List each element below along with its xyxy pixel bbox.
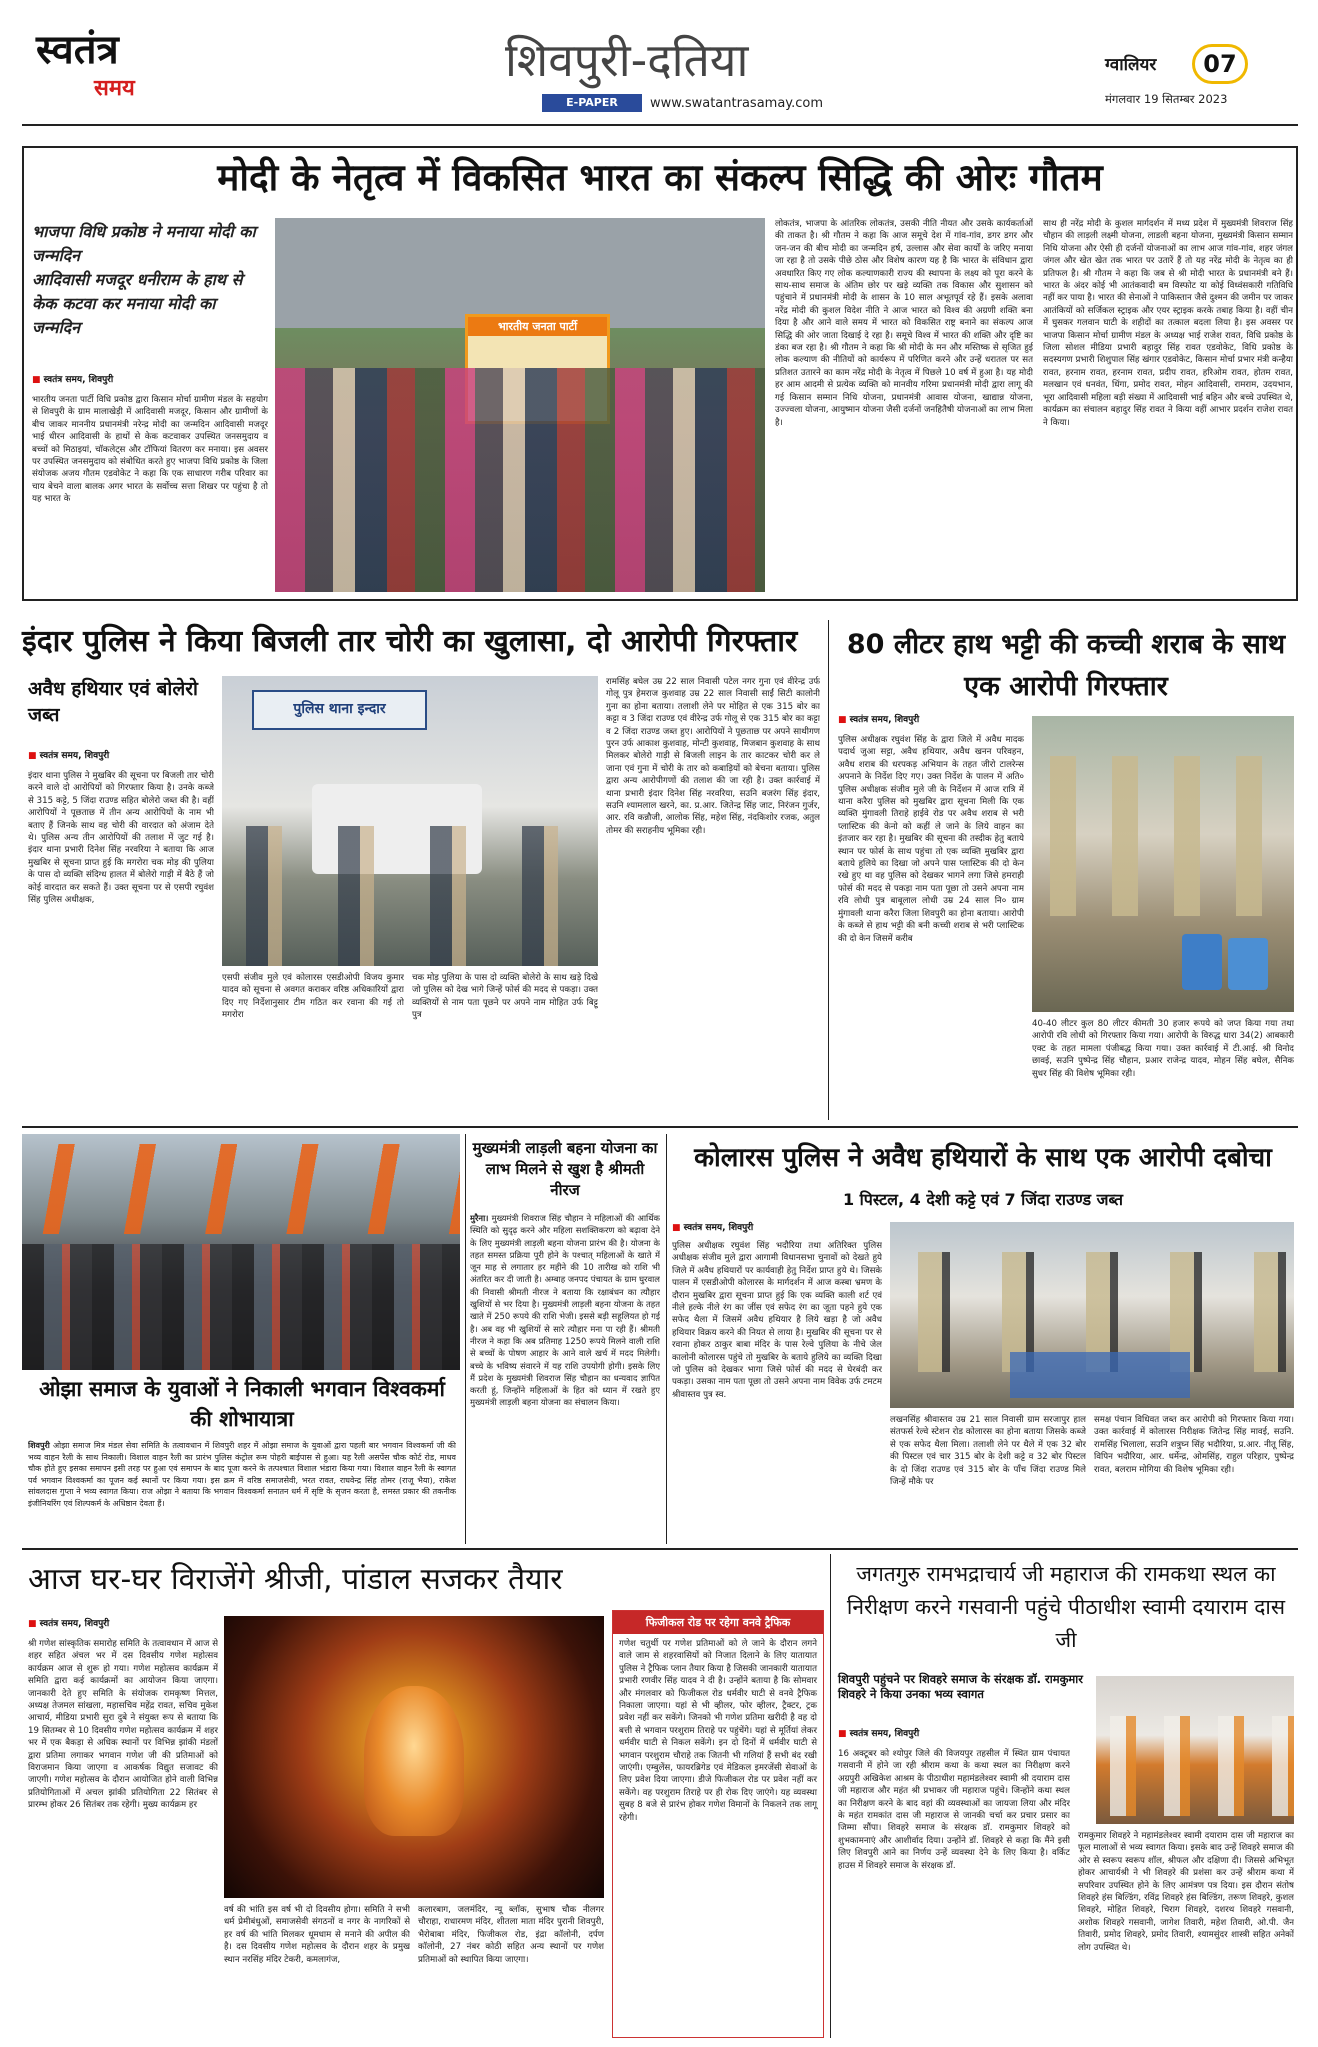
- divider-v2: [465, 1134, 466, 1544]
- page-number: [1192, 44, 1248, 84]
- story6-col3: समक्ष पंचान विधिवत जब्त कर आरोपी को गिरफ्तार किया गया। उक्त कार्रवाई में कोलारस निरीक्षक जितेन्द्र सिंह मावई, सउनि. रामसिंह भिलाला, सउनि शत्रुघ्न सिंह भदौरिया, प्र.आर. नीतू सिंह, विपिन भदौरिया, आर. धर्मेन्द्र, ओमसिंह, राहुल परिहार, पुष्पेन्द्र रावत, बलराम मोगिया की विशेष भूमिका रही।: [1094, 1415, 1294, 1475]
- logo-line1: स्वतंत्र: [36, 26, 119, 73]
- story8-headline: जगतगुरु रामभद्राचार्य जी महाराज की रामकथा स्थल का निरीक्षण करने गसवानी पहुंचे पीठाधीश स्वामी दयाराम दास जी: [846, 1562, 1286, 1652]
- lead-col1: भारतीय जनता पार्टी विधि प्रकोष्ठ द्वारा किसान मोर्चा ग्रामीण मंडल के सहयोग से शिवपुरी के ग्राम मालाखेड़ी में आदिवासी मजदूर, किसान और ग्रामीणों के बीच जाकर माननीय प्रधानमंत्री नरेन्द्र मोदी का जन्मदिन आदिवासी मजदूर भाई धीरन आदिवासी के हाथों से केक कटवाकर उपस्थित जनसमुदाय व बच्चों को मिठाइयां, चॉकलेट्स और टॉफियां वितरण कर मनाया। इस अवसर पर उपस्थित जनसमुदाय को संबोधित करते हुए भाजपा विधि प्रकोष्ठ के जिला संयोजक अजय गौतम एडवोकेट ने कहा कि एक साधारण गरीब परिवार का चाय बेचने वाला बालक अगर भारत के सर्वोच्च सत्ता शिखर पर पहुंचा है तो यह भारत के: [32, 395, 268, 505]
- story7-byline: ■ स्वतंत्र समय, शिवपुरी: [28, 1616, 109, 1629]
- story7-photo-idol: [364, 1686, 464, 1836]
- story4-photo-riders: [22, 1244, 460, 1370]
- epaper-label: E-PAPER: [566, 96, 618, 109]
- story8-photo-people: [1096, 1716, 1294, 1816]
- lead-col2: लोकतंत्र, भाजपा के आंतरिक लोकतंत्र, उसकी नीति नीयत और उसके कार्यकर्ताओं की ताकत है। श्री गौतम ने कहा कि आज समूचे देश में गांव-गांव, डगर डगर और जन-जन की बीच मोदी का जन्मदिन हर्ष, उल्लास और सेवा कार्यों के जरिए मनाया जा रहा है तो उसके पीछे ठोस और विशेष कारण यह है कि भारत के संविधान द्वारा अवधारित किए गए लोक कल्याणकारी राज्य की स्थापना के लक्ष्य को पूरा करने के साथ-साथ समाज के अंतिम छोर पर खड़े व्यक्ति तक विकास और सुशासन को पहुंचाने में प्रधानमंत्री मोदी के शासन के 10 साल अभूतपूर्व रहे हैं। इसके अलावा नरेंद्र मोदी की कुशल विदेश नीति ने आज भारत को विश्व की अग्रणी शक्ति बना दिया है और आने वाले समय में भारत को विकसित राष्ट्र बनाने का संकल्प आज सिद्धि की ओर जाता दिखाई दे रहा है। समूचे विश्व में भारत की शक्ति और दृष्टि का डंका बज रहा है। श्री गौतम ने कहा कि श्री मोदी के मन और मस्तिष्क से सृजित हुई लोक कल्याण की नीतियों को कार्यरूप में परिणित करने और उन्हें धरातल पर सत प्रतिशत उतारने का काम नरेंद्र मोदी के नेतृत्व में पिछले 10 वर्ष में हुआ है। यह मोदी हर आम आदमी से प्रत्येक व्यक्ति को मानवीय गरिमा प्रधानमंत्री मोदी द्वारा लागू की गई किसान सम्मान निधि योजना, प्रधानमंत्री आवास योजना, खाद्यान्न योजना, उज्ज्वला योजना, आयुष्मान योजना जैसी दर्जनों जनहितैषी योजनाओं का लाभ मिला है।: [775, 219, 1033, 428]
- story2-photo-people: [222, 826, 598, 966]
- story6-col1: पुलिस अधीक्षक रघुवंश सिंह भदौरिया तथा अतिरिक्त पुलिस अधीक्षक संजीव मुले द्वारा आगामी विधानसभा चुनावों को देखते हुये जिले में अवैध हथियारों पर कार्यवाही हेतु निर्देश प्राप्त हुये थे। जिसके पालन में एसडीओपी कोलारस के मार्गदर्शन में आज कस्बा भ्रमण के दौरान मुखबिर द्वारा सूचना प्राप्त हुई कि एक व्यक्ति काली शर्ट एवं नीले हल्के नीले रंग का जींस एवं सफेद रंग का जूता पहने हुये एक सफेद थैला में जिसमें अवैध हथियार है लिये खड़ा है जो अवैध हथियार विक्रय करने की नियत से लाया है। मुखबिर की सूचना पर से रवाना होकर ठाकुर बाबा मंदिर के पास रेल्वे पुलिया के नीचे जेल कालोनी कोलारस पहुंचे तो मुखबिर के बताये हुलिये का व्यक्ति दिखा जो पुलिस को देखकर भागा जिसे फोर्स की मदद से घेरबंदी कर पकड़ा। उसका नाम पता पूछा तो उसने अपना नाम विवेक उर्फ टमटम श्रीवास्तव पुत्र स्व.: [672, 1241, 882, 1400]
- story7-col2: वर्ष की भांति इस वर्ष भी दो दिवसीय होगा। समिति ने सभी धर्म प्रेमीबंधुओं, समाजसेवी संगठनों व नगर के नागरिकों से हर वर्ष की भांति मिलकर धूमधाम से मनाने की अपील की है। दस दिवसीय गणेश महोत्सव के दौरान शहर के प्रमुख स्थान नरसिंह मंदिर टेकरी, कमलागंज,: [224, 1905, 410, 1965]
- lead-col3: साथ ही नरेंद्र मोदी के कुशल मार्गदर्शन में मध्य प्रदेश में मुख्यमंत्री शिवराज सिंह चौहान की लाड़ली लक्ष्मी योजना, लाडली बहना योजना, मुख्यमंत्री किसान सम्मान निधि योजना और ऐसी ही दर्जनों योजनाओं का लाभ आज गांव-गांव, शहर जंगल जंगल और खेत खेत तक भारत पर उतारें हैं तो यह नरेंद्र मोदी के नेतृत्व का ही प्रतिफल है। श्री गौतम ने कहा कि जब से श्री मोदी भारत के प्रधानमंत्री बने हैं। भारत के अंदर कोई भी आतंकवादी बम विस्फोट या कोई विध्वंसकारी गतिविधि नहीं कर पाया है। भारत की सेनाओं ने पाकिस्तान जैसे दुश्मन की जमीन पर जाकर आतंकियों को सर्जिकल स्ट्राइक और एयर स्ट्राइक करके तबाह किया है। वहीं चीन में घुसकर गलवान घाटी के शहीदों का तत्काल बदला लिया है। इस अवसर पर भाजपा किसान मोर्चा ग्रामीण मंडल के अध्यक्ष भाई राजेश रावत, विधि प्रकोष्ठ के जिला सोशल मीडिया प्रभारी बहादुर सिंह रावत एडवोकेट, विधि प्रकोष्ठ के सदस्यगण प्रभारी शिशुपाल सिंह खंगार एडवोकेट, किसान मोर्चा प्रभार मंत्री कन्हैया रावत, हरनाम रावत, हरनाम रावत, प्रदीप रावत, हरिओम रावत, होतम रावत, मलखान एवं धनवंत, धिंगा, प्रमोद रावत, मोहन आदिवासी, रामराम, उदयभान, भूरा आदिवासी महिला बड़ी संख्या में आदिवासी भाई बहिन और बच्चे उपस्थित थे, कार्यक्रम का संचालन बहादुर सिंह रावत ने किया वहीं आभार प्रदर्शन राजेश रावत ने किया।: [1043, 219, 1293, 428]
- story3-photo-can-1: [1182, 934, 1222, 990]
- lead-headline: मोदी के नेतृत्व में विकसित भारत का संकल्प सिद्धि की ओरः गौतम: [217, 156, 1103, 199]
- lead-photo-hut: [275, 218, 765, 328]
- story7-col3: कलारबाग, जलमंदिर, न्यू ब्लॉक, सुभाष चौक नीलगर चौराहा, राधारमण मंदिर, शीतला माता मंदिर पुरानी शिवपुरी, भैरोबाबा मंदिर, फिजीकल रोड, इंद्रा कॉलोनी, दर्पण कॉलोनी, 27 नंबर कोठी सहित अन्य स्थानों पर गणेश प्रतिमाओं को स्थापित किया जाएगा।: [418, 1905, 604, 1965]
- page-number-value: 07: [1203, 50, 1237, 78]
- story8-byline: ■ स्वतंत्र समय, शिवपुरी: [838, 1726, 919, 1739]
- edition-title: शिवपुरी-दतिया: [505, 33, 749, 87]
- story4-photo: [22, 1134, 460, 1370]
- lead-subhead: भाजपा विधि प्रकोष्ठ ने मनाया मोदी का जन्मदिन आदिवासी मजदूर धनीराम के हाथ से केक कटवा कर मनाया मोदी का जन्मदिन: [32, 222, 256, 337]
- city-label: ग्वालियर: [1105, 55, 1157, 75]
- story2-station-sign: [252, 690, 427, 730]
- story2-caption2: चक मोड़ पुलिया के पास दो व्यक्ति बोलेरो के साथ खड़े दिखे जो पुलिस को देख भागे जिन्हें फोर्स की मदद से पकड़ा। उक्त व्यक्तियों से नाम पता पूछने पर अपने नाम मोहित उर्फ बिट्टू पुत्र: [412, 973, 598, 1021]
- story7-traffic-title: फिजीकल रोड पर रहेगा वनवे ट्रैफिक: [613, 1611, 823, 1634]
- story7-traffic-text: गणेश चतुर्थी पर गणेश प्रतिमाओं को ले जाने के दौरान लगने वाले जाम से शहरवासियों को निजात दिलाने के लिए यातायात पुलिस ने ट्रैफिक प्लान तैयार किया है जिसकी जानकारी यातायात प्रभारी रणवीर सिंह यादव ने दी है। उन्होंने बताया है कि सोमवार और मंगलवार को फिजीकल रोड धर्मवीर घाटी से वनवे ट्रैफिक निकाला जाएगा। यहां से भी व्हीलर, फोर व्हीलर, ट्रैक्टर, ट्रक प्रवेश नहीं कर सकेंगे। जिनको भी गणेश प्रतिमा खरीदी है वह दो बत्ती से भगवान परशुराम तिराहे पर पहुंचेंगे। यहां से मूर्तियां लेकर धर्मवीर घाटी से निकल सकेंगे। इन दो दिनों में धर्मवीर घाटी से भगवान परशुराम चौराहे तक जितनी भी गलियां हैं सभी बंद रखी जाएंगी। एम्बुलेंस, फायरब्रिगेड एवं मेडिकल इमरजेंसी सेवाओं के लिए प्रवेश दिया जाएगा। डीजे फिजीकल रोड पर प्रवेश नहीं कर सकेंगे। वह परशुराम तिराहे पर ही रोक दिए जाएंगे। यह व्यवस्था सुबह 8 बजे से प्रारंभ होकर गणेश विमानों के निकलने तक लागू रहेगी।: [619, 1639, 817, 1823]
- masthead: [0, 0, 1318, 122]
- story2-photo: [222, 676, 598, 966]
- story6-headline: कोलारस पुलिस ने अवैध हथियारों के साथ एक आरोपी दबोचा: [694, 1143, 1272, 1173]
- story7-photo: [224, 1616, 604, 1898]
- epaper-badge: [542, 94, 642, 112]
- story6-subhead: 1 पिस्टल, 4 देशी कट्टे एवं 7 जिंदा राउण्ड जब्त: [842, 1190, 1124, 1209]
- story4-dateline: शिवपुरी: [28, 1441, 50, 1450]
- story6-photo-table: [1010, 1352, 1190, 1398]
- story3-col2: 40-40 लीटर कुल 80 लीटर कीमती 30 हजार रूपये को जप्त किया गया तथा आरोपी रवि लोधी को गिरफ्तार किया गया। आरोपी के विरुद्ध धारा 34(2) आबकारी एक्ट के तहत मामला पंजीबद्ध किया गया। उक्त कार्रवाई में टी.आई. श्री विनोद छावई, सउनि पुष्पेन्द्र सिंह चौहान, प्रआर राजेन्द्र यादव, मोहन सिंह बघेल, सैनिक सुधर सिंह की विशेष भूमिका रही।: [1032, 1019, 1294, 1079]
- story3-photo-officers: [1032, 756, 1294, 916]
- story3-col1: पुलिस अधीक्षक रघुवंश सिंह के द्वारा जिले में अवैध मादक पदार्थ जुआ सट्टा, अवैध हथियार, अवैध खनन परिवहन, अवैध शराब की धरपकड़ अभियान के तहत जीरो टालरेन्स अपनाने के निर्देश दिए गए। उक्त निर्देश के पालन में अति० पुलिस अधीक्षक संजीव मुले जी के निर्देशन में आज रात्रि में थाना करैरा पुलिस को मुखबिर द्वारा सूचना मिली कि एक व्यक्ति मुंगावली तिराहे हाईवे रोड पर अवैध शराब से भरी प्लास्टिक की केनो को कहीं ले जाने के लिये वाहन का इंतजार कर रहा है। मुखबिर की सूचना की तस्दीक हेतु बताये स्थान पर फोर्स के साथ पहुंचा तो एक व्यक्ति मुखबिर द्वारा बताये हुलिये का दिखा जो अपने पास प्लास्टिक की दो केन रखे हुए था वह पुलिस को देखकर भागने लगा जिसे हमराही फोर्स की मदद से पकड़ा नाम पता पूछा तो उसने अपना नाम रवि लोधी पुत्र बाबूलाल लोधी उम्र 24 साल नि० ग्राम मुंगावली थाना करैरा जिला शिवपुरी का होना बताया। आरोपी के कब्जे से हाथ भट्टी की बनी कच्ची शराब से भरी प्लास्टिक की दो केन जिसमें करीब: [838, 735, 1024, 944]
- masthead-rule: [22, 124, 1298, 126]
- lead-photo: [275, 218, 765, 592]
- story2-caption: एसपी संजीव मुले एवं कोलारस एसडीओपी विजय कुमार यादव को सूचना से अवगत कराकर वरिष्ठ अधिकारियों द्वारा दिए गए निर्देशानुसार टीम गठित कर रवाना की गई तो मगरोरा: [222, 973, 404, 1021]
- story2-station-sign-text: पुलिस थाना इन्दार: [293, 701, 386, 717]
- divider-v3: [666, 1134, 667, 1544]
- lead-photo-banner-text: भारतीय जनता पार्टी: [468, 317, 607, 336]
- lead-photo-crowd: [275, 368, 765, 592]
- story7-traffic-box: [612, 1610, 824, 2038]
- story8-subhead: शिवपुरी पहुंचने पर शिवहरे समाज के संरक्षक डॉ. रामकुमार शिवहरे ने किया उनका भव्य स्वागत: [838, 1672, 1083, 1701]
- story4-headline: ओझा समाज के युवाओं ने निकाली भगवान विश्वकर्मा की शोभायात्रा: [39, 1377, 445, 1431]
- story4-body: ओझा समाज मित्र मंडल सेवा समिति के तत्वावधान में शिवपुरी शहर में ओझा समाज के युवाओं द्वारा पहली बार भगवान विश्वकर्मा जी की भव्य वाहन रैली के साथ निकाली। विशाल वाहन रैली का प्रारंभ पुलिस कंट्रोल रूम पोहरी बाईपास से हुआ। यह रैली असपेंस चौक कोर्ट रोड, माधव चौक होते हुए इसका समापन इसी तरह पर हुआ एवं समापन के बाद पूजा करने के तत्पश्चात विशाल भंडारा किया गया। विशाल वाहन रैली के स्वागत पर्व भगवान विश्वकर्मा का पूजन कई स्थानों पर किया गया। इस क्रम में वरिष्ठ समाजसेवी, भरत रावत, राघवेन्द्र सिंह तोमर (राजू भैया), राकेश सांवलदास गुप्ता ने भव्य स्वागत किया। राज ओझा ने बताया कि भगवान विश्वकर्मा सनातन धर्म में सृष्टि के सृजन करता है, समस्त प्रकार की तकनीक इंजीनियरिंग एवं शिल्पकर्म के अधिष्ठान देवता हैं।: [28, 1441, 456, 1508]
- story5-headline: मुख्यमंत्री लाड़ली बहना योजना का लाभ मिलने से खुश है श्रीमती नीरज: [472, 1139, 658, 1199]
- story5-body: मुख्यमंत्री शिवराज सिंह चौहान ने महिलाओं की आर्थिक स्थिति को सुदृढ़ करने और महिला सशक्तिकरण को बढ़ावा देने के लिए मुख्यमंत्री लाड़ली बहना योजना प्रारंभ की है। योजना के तहत समस्त प्रक्रिया पूरी होने के पश्चात् महिलाओं के खाते में जून माह से लगातार हर महीने की 10 तारीख को राशि भी अंतरित कर दी जाती है। अम्बाह जनपद पंचायत के ग्राम घुरवाल की निवासी श्रीमती नीरज ने बताया कि रक्षाबंधन का त्यौहार खुशियों से भर दिया है। मुख्यमंत्री लाड़ली बहना योजना के तहत खाते में 250 रूपये की राशि भेजी। इससे बड़ी सहूलियत हो गई है। अब वह भी खुशियों से सारे त्यौहार मना पा रही हैं। श्रीमती नीरज ने कहा कि अब प्रतिमाह 1250 रूपये मिलने वाली राशि से बच्चों के पोषण आहार के आने वाले खर्च में मदद मिलेगी। बच्चे के भविष्य संवारने में यह राशि उपयोगी होगी। इसके लिए मैं प्रदेश के मुख्यमंत्री शिवराज सिंह चौहान का धन्यवाद ज्ञापित करती हूं, जिन्होंने महिलाओं के हित को ध्यान में रखते हुए मुख्यमंत्री लाड़ली बहना योजना का संचालन किया।: [470, 1213, 660, 1408]
- story3-photo: [1032, 716, 1294, 1012]
- logo: [36, 26, 186, 101]
- story5-body-wrap: [470, 1212, 660, 1542]
- story2-col2: रामसिंह बघेल उम्र 22 साल निवासी पटेल नगर गुना एवं वीरेन्द्र उर्फ गोलू पुत्र हेमराज कुशवाह उम्र 22 साल निवासी साईं सिटी कालोनी गुना का होना बताया। तलाशी लेने पर मोहित से एक 315 बोर का कट्टा व 3 जिंदा राउण्ड एवं वीरेन्द्र उर्फ गोलू से एक 315 बोर का कट्टा व 2 जिंदा राउण्ड जब्त हुए। आरोपियों ने पूछताछ पर अपने साथीगण पुरन उर्फ आकाश कुशवाह, मोन्टी कुशवाह, मिजबान कुशवाह के साथ मिलकर बोलेरो गाड़ी से बिजली लाइन के तार काटकर चोरी कर ले जाना एवं गुना में चोरी के तार को कबाड़ियों को बेचना बताया। पुलिस द्वारा अन्य आरोपीगणों की तलाश की जा रही है। उक्त कार्रवाई में थाना प्रभारी इंदार दिनेश सिंह नरवरिया, सउनि बजरंग सिंह इंदार, सउनि श्यामलाल खरने, का. प्र.आर. जितेन्द्र सिंह जाट, निरंजन गुर्जर, आर. रवि कन्नौजी, आलोक सिंह, महेश सिंह, नंदकिशोर रजक, अतुल तोमर की सराहनीय भूमिका रही।: [606, 677, 820, 836]
- story6-byline: ■ स्वतंत्र समय, शिवपुरी: [672, 1220, 753, 1233]
- lead-byline: ■ स्वतंत्र समय, शिवपुरी: [32, 372, 113, 385]
- story6-col2: लखनसिंह श्रीवास्तव उम्र 21 साल निवासी ग्राम सरजापुर हाल संतफर्स रेल्वे स्टेशन रोड कोलारस का होना बताया जिसके कब्जे से एक सफेद थैला मिला। तलाशी लेने पर थैले में एक 32 बोर की पिस्टल एवं चार 315 बोर के देशी कट्टे व 32 बोर पिस्टल के दो जिंदा राउण्ड एवं 315 बोर के पाँच जिंदा राउण्ड मिले जिन्हें मौके पर: [890, 1415, 1086, 1488]
- story2-headline: इंदार पुलिस ने किया बिजली तार चोरी का खुलासा, दो आरोपी गिरफ्तार: [22, 624, 798, 659]
- story2-byline: ■ स्वतंत्र समय, शिवपुरी: [28, 748, 109, 761]
- story4-body-wrap: [28, 1440, 456, 1542]
- story3-headline: 80 लीटर हाथ भट्टी की कच्ची शराब के साथ एक आरोपी गिरफ्तार: [846, 629, 1286, 702]
- story2-subhead: अवैध हथियार एवं बोलेरो जब्त: [28, 678, 198, 726]
- website-link[interactable]: www.swatantrasamay.com: [650, 96, 824, 111]
- divider-v4: [830, 1554, 831, 2038]
- story5-dateline: मुरैना।: [470, 1213, 489, 1223]
- story8-col1: 16 अक्टूबर को श्योपुर जिले की विजयपुर तहसील में स्थित ग्राम पंचायत गसवानी में होने जा रही श्रीराम कथा के कथा स्थल का निरीक्षण करने अग्रपुरी अखिकेश आश्रम के पीठाधीश महामंडलेश्वर स्वामी श्री दयाराम दास जी महाराज और महंत श्री प्रभाकर जी महाराज पहुंचे। जिन्होंने कथा स्थल का निरीक्षण करने के बाद वहां की व्यवस्थाओं का जायजा लिया और मंदिर के महंत रामकांत दास जी महाराज से जानकी चर्चा कर प्रचार प्रसार का जिम्मा सौंपा। शिवहरे समाज के संरक्षक डॉ. रामकुमार शिवहरे को शुभकामनाएं और आशीर्वाद दिया। उन्होंने डॉ. शिवहरे से कहा कि मैंने इसी लिए शिवपुरी आने का निर्णय उन्हें व्यवस्था देने के लिए किया है। वर्किट हाउस में शिवहरे समाज के संरक्षक डॉ.: [838, 1749, 1070, 1871]
- story3-byline: ■ स्वतंत्र समय, शिवपुरी: [838, 712, 919, 725]
- story8-col2: रामकुमार शिवहरे ने महामंडलेश्वर स्वामी दयाराम दास जी महाराज का फूल मालाओं से भव्य स्वागत किया। इसके बाद उन्हें शिवहरे समाज की ओर से स्वरूप स्वरूप शॉल, श्रीफल और दक्षिणा दी। जिससे अभिभूत होकर आचार्यश्री ने भी शिवहरे की प्रशंसा कर उन्हें श्रीराम कथा में सपरिवार उपस्थित होने के लिए आमंत्रण पत्र दिया। इस दौरान संतोष शिवहरे हंस बिल्डिंग, रविंद्र शिवहरे हंस बिल्डिंग, तरूण शिवहरे, कुशल शिवहरे, मोहित शिवहरे, चिराग शिवहरे, दशरथ शिवहरे गसवानी, अशोक शिवहरे गसवानी, जागेश तिवारी, महेश तिवारी, ओ.पी. जैन तिवारी, प्रमोद शिवहरे, प्रमोद तिवारी, श्यामसुंदर शास्त्री सहित अनेकों लोग उपस्थित थे।: [1078, 1831, 1294, 1953]
- divider-h1: [22, 1126, 1298, 1128]
- issue-date: मंगलवार 19 सितम्बर 2023: [1105, 92, 1228, 106]
- story4-photo-flags: [22, 1144, 460, 1234]
- story3-photo-can-2: [1228, 938, 1268, 990]
- divider-v1: [828, 620, 829, 1120]
- story7-headline: आज घर-घर विराजेंगे श्रीजी, पांडाल सजकर तैयार: [28, 1562, 563, 1597]
- story7-col1: श्री गणेश सांस्कृतिक समारोह समिति के तत्वावधान में आज से शहर सहित अंचल भर में दस दिवसीय गणेश महोत्सव कार्यक्रम आज से शुरू हो गया। गणेश महोत्सव कार्यक्रम में समिति द्वारा कई कार्यक्रमों का आयोजन किया जाएगा। जानकारी देते हुए समिति के संयोजक रामकृष्ण मित्तल, अध्यक्ष तेजमल सांखला, महासचिव महेंद्र रावत, सचिव मुकेश आचार्य, मीडिया प्रभारी सुरा दुबे ने संयुक्त रूप से बताया कि 19 सितम्बर से 10 दिवसीय गणेश महोत्सव कार्यक्रम में शहर भर में एक बैकड़ा से अधिक स्थानों पर विभिन्न झांकी मंडलों द्वारा प्रतिमा लगाकर भगवान गणेश जी की प्रतिमाओं को विराजमान किया जाएगा व आकर्षक विद्युत सजावट की जाएगी। गणेश महोत्सव के दौरान आयोजित होने वाली विभिन्न प्रतियोगिताओं में अचल झांकी प्रतियोगिता 22 सितंबर से प्रारम्भ होकर 26 सितंबर तक रहेगी। मुख्य कार्यक्रम हर: [28, 1639, 218, 1811]
- story6-photo: [890, 1222, 1294, 1408]
- story2-col1: इंदार थाना पुलिस ने मुखबिर की सूचना पर बिजली तार चोरी करने वाले दो आरोपियों को गिरफ्तार किया है। उनके कब्जे से 315 कट्टे, 5 जिंदा राउण्ड सहित बोलेरो जब्त की है। वहीं आरोपियों ने पूछताछ में तीन अन्य आरोपियों के नाम भी बताए हैं जिनके साथ वह चोरी की वारदात को अंजाम देते थे। पुलिस अन्य तीन आरोपियों की तलाश में जुट गई है। इंदार थाना प्रभारी दिनेश सिंह नरवरिया ने बताया कि आज मुखबिर से सूचना प्राप्त हुई कि मगरोरा चक मोड़ की पुलिया के पास दो व्यक्ति संदिग्ध हालत में बोलेरो गाड़ी में बैठे हैं जो कोई वारदात कर सकते हैं। उक्त सूचना पर से एसपी रघुवंश सिंह पुलिस अधीक्षक,: [28, 771, 214, 906]
- logo-line2: समय: [94, 75, 135, 101]
- divider-h2: [22, 1548, 1298, 1550]
- story8-photo: [1096, 1676, 1294, 1824]
